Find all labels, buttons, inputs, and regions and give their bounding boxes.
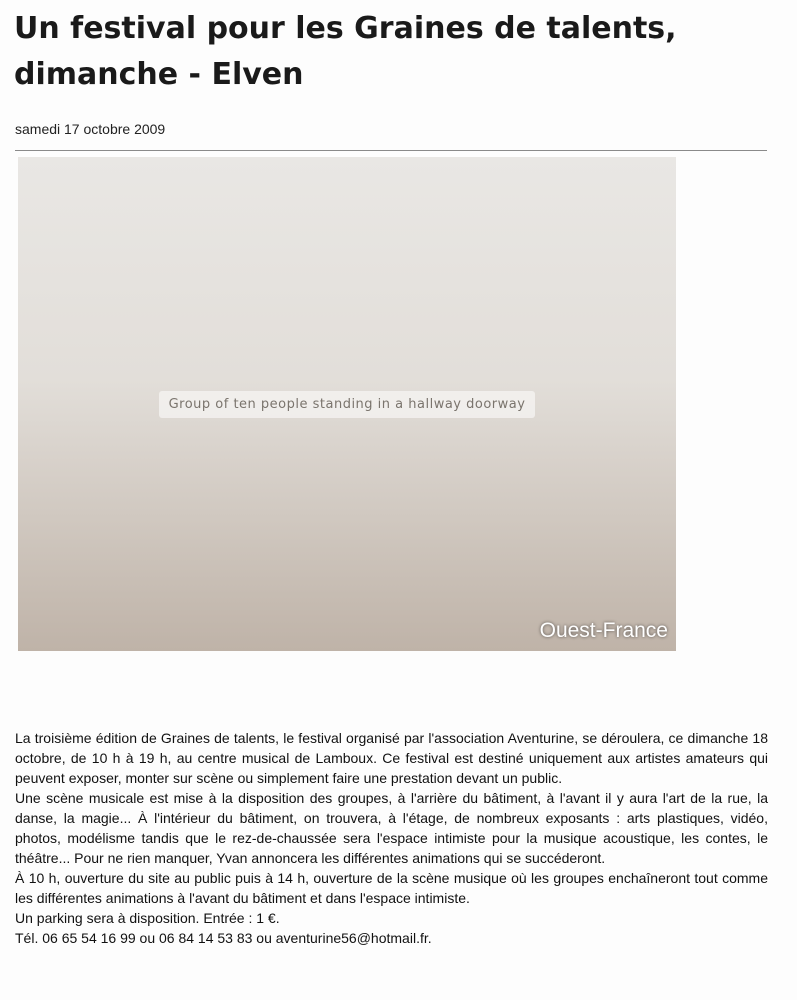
article-date: samedi 17 octobre 2009 [15,121,166,137]
paragraph-intro: La troisième édition de Graines de talents, le festival organisé par l'association Aventurine, se déroulera, ce dimanche 18 octobre, de 10 h à 19 h, au centre musical de Lamboux. Ce festival est destiné uniquement aux artistes amateurs qui peuvent exposer, monter sur scène ou simplement faire une prestation devant un public. [15,730,768,786]
photo-scene [18,157,676,651]
divider [15,150,767,151]
paragraph-contact: Tél. 06 65 54 16 99 ou 06 84 14 53 83 ou aventurine56@hotmail.fr. [15,930,432,946]
article-headline: Un festival pour les Graines de talents, dimanche - Elven [14,11,677,92]
article-body [15,728,768,948]
paragraph-parking: Un parking sera à disposition. Entrée : 1 €. [15,910,280,926]
article-photo [18,157,676,651]
photo-credit: Ouest-France [539,619,668,642]
paragraph-schedule: À 10 h, ouverture du site au public puis à 14 h, ouverture de la scène musique où les groupes enchaîneront tout comme les différentes animations à l'avant du bâtiment et dans l'espace intimiste. [15,870,768,906]
paragraph-programme: Une scène musicale est mise à la disposition des groupes, à l'arrière du bâtiment, à l'avant il y aura l'art de la rue, la danse, la magie... À l'intérieur du bâtiment, on trouvera, à l'étage, de nombreux exposants : arts plastiques, vidéo, photos, modélisme tandis que le rez-de-chaussée sera l'espace intimiste pour la musique acoustique, les contes, le théâtre... Pour ne rien manquer, Yvan annoncera les différentes animations qui se succéderont. [15,790,768,866]
photo-placeholder-label: Group of ten people standing in a hallway doorway [159,391,536,418]
